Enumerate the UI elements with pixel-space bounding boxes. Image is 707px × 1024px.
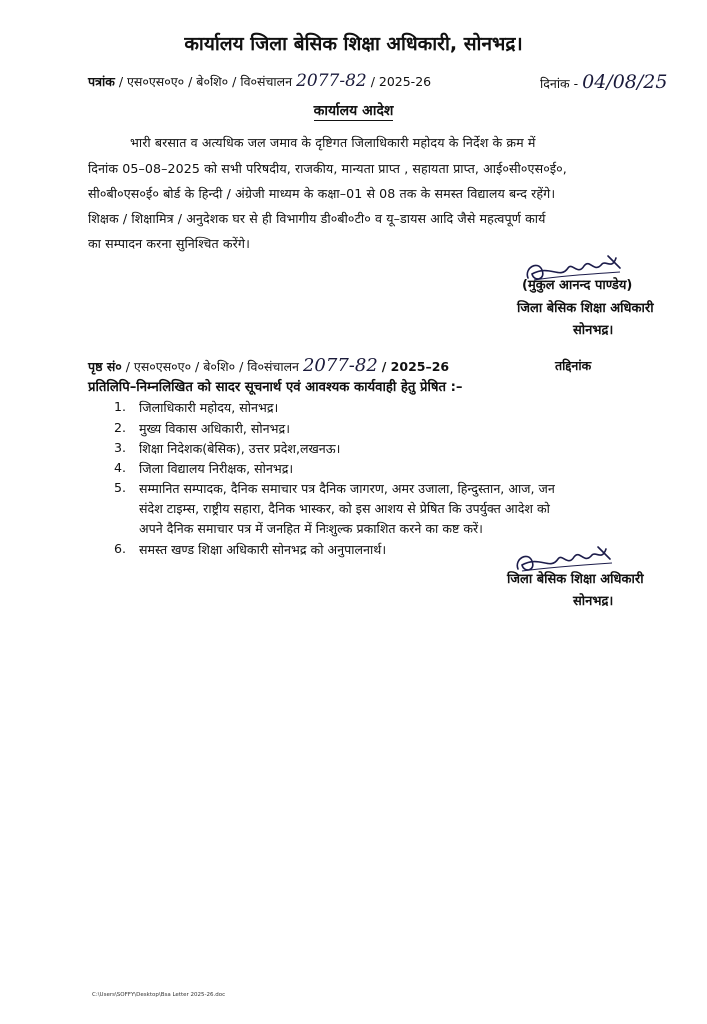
reference-handwritten-number: 2077-82 bbox=[296, 71, 367, 91]
signatory-name: (मुकुल आनन्द पाण्डेय) bbox=[522, 278, 633, 293]
endorsement-line bbox=[88, 355, 449, 376]
copy-heading: प्रतिलिपि–निम्नलिखित को सादर सूचनार्थ एवं आवश्यक कार्यवाही हेतु प्रेषित :– bbox=[88, 380, 463, 395]
order-line-3: सी०बी०एस०ई० बोर्ड के हिन्दी / अंग्रेजी माध्यम के कक्षा–01 से 08 तक के समस्त विद्यालय बन्द रहेंगे। bbox=[88, 186, 556, 201]
endorsement-suffix: / 2025–26 bbox=[381, 359, 450, 374]
list-item-text: मुख्य विकास अधिकारी, सोनभद्र। bbox=[139, 421, 290, 436]
list-item-text: शिक्षा निदेशक(बेसिक), उत्तर प्रदेश,लखनऊ। bbox=[139, 441, 341, 456]
signatory-place: सोनभद्र। bbox=[573, 323, 614, 338]
list-item: 1. bbox=[114, 399, 127, 414]
order-heading: कार्यालय आदेश bbox=[313, 103, 394, 119]
list-item: 2. bbox=[114, 420, 127, 435]
reference-label: पत्रांक bbox=[88, 74, 115, 89]
endorsement-prefix: / एस०एस०ए० / बे०शि० / वि०संचालन bbox=[125, 359, 299, 374]
list-item-text: सम्मानित सम्पादक, दैनिक समाचार पत्र दैनिक जागरण, अमर उजाला, हिन्दुस्तान, आज, जन bbox=[139, 481, 555, 496]
reference-prefix: / एस०एस०ए० / बे०शि० / वि०संचालन bbox=[118, 74, 293, 89]
list-item-text: समस्त खण्ड शिक्षा अधिकारी सोनभद्र को अनुपालनार्थ। bbox=[139, 542, 387, 557]
endorsement-handwritten-number: 2077-82 bbox=[302, 355, 378, 376]
list-item-text: अपने दैनिक समाचार पत्र में जनहित में निःशुल्क प्रकाशित करने का कष्ट करें। bbox=[139, 521, 483, 536]
office-title: कार्यालय जिला बेसिक शिक्षा अधिकारी, सोनभद्र। bbox=[184, 33, 523, 55]
list-item-text: जिलाधिकारी महोदय, सोनभद्र। bbox=[139, 400, 279, 415]
order-line-1: भारी बरसात व अत्यधिक जल जमाव के दृष्टिगत जिलाधिकारी महोदय के निर्देश के क्रम में bbox=[130, 135, 536, 150]
list-item: 5. bbox=[114, 480, 127, 495]
order-line-2: दिनांक 05–08–2025 को सभी परिषदीय, राजकीय, मान्यता प्राप्त , सहायता प्राप्त, आई०सी०एस०ई०, bbox=[88, 161, 567, 176]
list-item-text: संदेश टाइम्स, राष्ट्रीय सहारा, दैनिक भास्कर, को इस आशय से प्रेषित कि उपर्युक्त आदेश को bbox=[139, 501, 550, 516]
file-path-footer: C:\Users\SOFFY\Desktop\Bsa Letter 2025-26.doc bbox=[92, 992, 226, 998]
handwritten-date: 04/08/25 bbox=[582, 71, 668, 93]
signatory-designation-2: जिला बेसिक शिक्षा अधिकारी bbox=[507, 572, 644, 587]
order-line-4: शिक्षक / शिक्षामित्र / अनुदेशक घर से ही विभागीय डी०बी०टी० व यू–डायस आदि जैसे महत्वपूर्ण कार्य bbox=[88, 211, 546, 226]
reference-date bbox=[540, 71, 667, 93]
signatory-designation: जिला बेसिक शिक्षा अधिकारी bbox=[517, 301, 654, 316]
list-item-text: जिला विद्यालय निरीक्षक, सोनभद्र। bbox=[139, 461, 294, 476]
endorsement-date: तद्दिनांक bbox=[555, 358, 592, 373]
list-item: 6. bbox=[114, 541, 127, 556]
list-item: 4. bbox=[114, 460, 127, 475]
endorsement-label: पृष्ठ सं० bbox=[88, 359, 122, 374]
reference-line bbox=[88, 71, 431, 91]
list-item: 3. bbox=[114, 440, 127, 455]
signatory-place-2: सोनभद्र। bbox=[573, 594, 614, 609]
reference-suffix: / 2025-26 bbox=[370, 74, 432, 89]
order-line-5: का सम्पादन करना सुनिश्चित करेंगे। bbox=[88, 236, 250, 251]
date-label: दिनांक - bbox=[540, 76, 579, 91]
